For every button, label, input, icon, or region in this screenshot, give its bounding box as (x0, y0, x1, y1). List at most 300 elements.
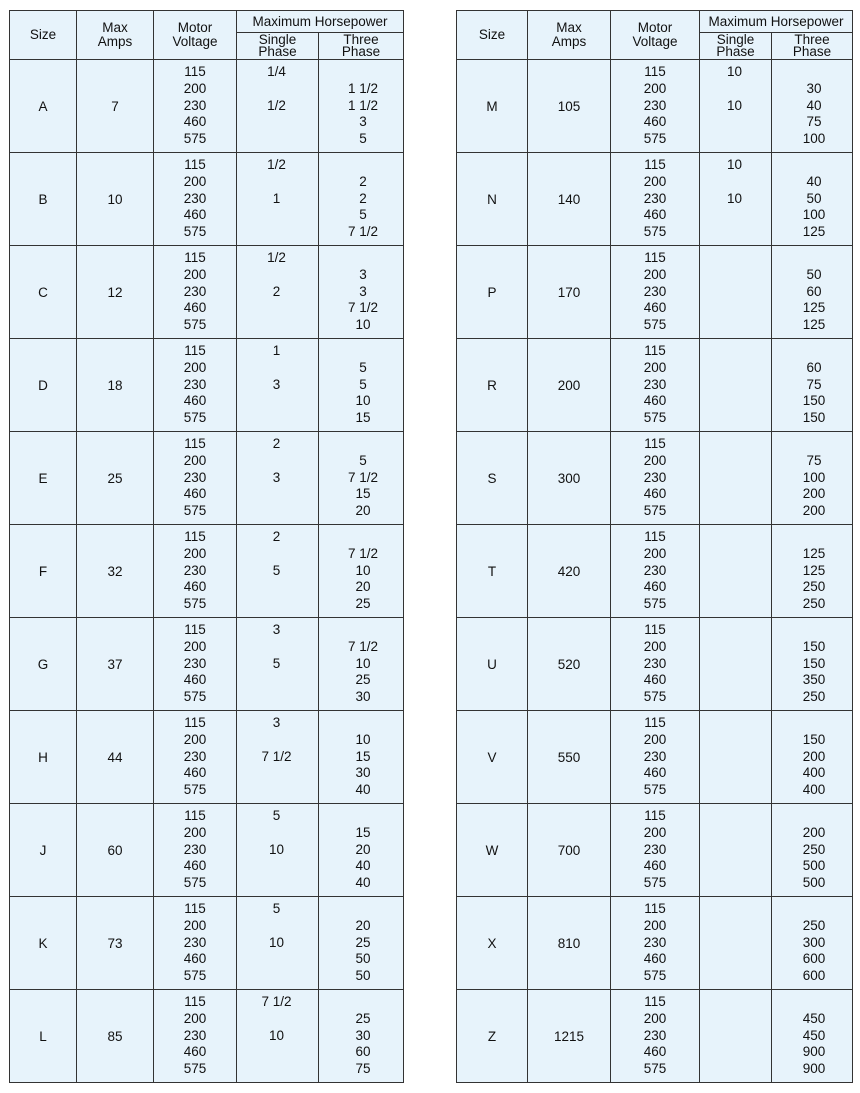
voltage-cell (611, 897, 700, 990)
voltage-value: 115 (184, 157, 206, 172)
voltage-value: 575 (643, 596, 667, 612)
single-phase-value: 1 (272, 190, 281, 206)
three-phase-value: 125 (802, 224, 826, 240)
three-phase-value (319, 901, 403, 918)
three-phase-value: 7 1/2 (347, 469, 379, 485)
single-phase-value (700, 81, 771, 98)
size-cell: X (457, 897, 528, 990)
three-phase-value: 7 1/2 (347, 224, 379, 240)
single-phase-value (700, 453, 771, 470)
three-phase-value: 20 (355, 841, 371, 857)
single-phase-value (237, 918, 318, 935)
voltage-value: 230 (183, 1027, 207, 1043)
voltage-cell (154, 432, 237, 525)
single-phase-value (237, 1061, 318, 1078)
voltage-value: 115 (184, 436, 206, 451)
three-phase-header: Three Phase (319, 33, 404, 60)
table-body-right (457, 60, 853, 1083)
voltage-value: 460 (643, 579, 667, 595)
table-row (457, 432, 853, 525)
max-amps-cell: 1215 (528, 990, 611, 1083)
voltage-value: 460 (643, 114, 667, 130)
single-phase-header: Single Phase (700, 33, 772, 60)
single-phase-value (237, 81, 318, 98)
voltage-value: 460 (183, 300, 207, 316)
three-phase-value (319, 64, 403, 81)
three-phase-value: 75 (355, 1061, 371, 1077)
single-phase-cell (700, 804, 772, 897)
size-cell: R (457, 339, 528, 432)
voltage-value: 200 (643, 359, 667, 375)
single-phase-cell (700, 897, 772, 990)
three-phase-value: 40 (355, 858, 371, 874)
single-phase-value (700, 410, 771, 427)
voltage-value: 115 (644, 436, 666, 451)
single-phase-value (700, 317, 771, 334)
three-phase-value (319, 436, 403, 453)
single-phase-value (237, 875, 318, 892)
single-phase-value: 10 (726, 64, 743, 79)
three-phase-value: 100 (802, 469, 826, 485)
single-phase-value (237, 825, 318, 842)
single-phase-value (700, 563, 771, 580)
three-phase-value (772, 994, 852, 1011)
voltage-cell (611, 804, 700, 897)
table-row (10, 897, 404, 990)
three-phase-value: 2 (359, 190, 367, 206)
voltage-value: 230 (183, 562, 207, 578)
voltage-value: 200 (643, 1010, 667, 1026)
three-phase-cell (319, 246, 404, 339)
three-phase-value: 200 (802, 486, 826, 502)
three-phase-cell (319, 432, 404, 525)
size-header: Size (457, 11, 528, 60)
single-phase-value (700, 842, 771, 859)
three-phase-value: 400 (802, 782, 826, 798)
single-phase-value: 5 (272, 808, 281, 823)
single-phase-value (700, 360, 771, 377)
single-phase-value (237, 503, 318, 520)
voltage-value: 575 (643, 689, 667, 705)
single-phase-value: 5 (272, 655, 281, 671)
max-amps-cell: 32 (77, 525, 154, 618)
single-phase-value (700, 622, 771, 639)
voltage-value: 230 (183, 283, 207, 299)
table-row (10, 60, 404, 153)
voltage-value: 575 (183, 689, 207, 705)
three-phase-cell (319, 618, 404, 711)
voltage-value: 460 (183, 1044, 207, 1060)
single-phase-cell (237, 897, 319, 990)
three-phase-value: 25 (355, 672, 371, 688)
three-phase-value: 7 1/2 (347, 638, 379, 654)
size-cell: F (10, 525, 77, 618)
voltage-cell (611, 153, 700, 246)
voltage-cell (154, 246, 237, 339)
single-phase-value (237, 782, 318, 799)
voltage-value: 575 (643, 131, 667, 147)
three-phase-cell (772, 804, 853, 897)
single-phase-value: 5 (272, 901, 281, 916)
table-body-left (10, 60, 404, 1083)
single-phase-value (237, 317, 318, 334)
three-phase-cell (772, 897, 853, 990)
three-phase-value: 900 (802, 1044, 826, 1060)
three-phase-value (319, 250, 403, 267)
size-cell: W (457, 804, 528, 897)
three-phase-value: 150 (802, 393, 826, 409)
voltage-value: 115 (644, 343, 666, 358)
single-phase-value (237, 174, 318, 191)
single-phase-value (700, 875, 771, 892)
single-phase-value (700, 250, 771, 267)
single-phase-cell (237, 153, 319, 246)
voltage-value: 575 (643, 410, 667, 426)
single-phase-value: 1/4 (267, 64, 286, 79)
single-phase-value: 10 (726, 97, 743, 113)
single-phase-value (700, 901, 771, 918)
voltage-value: 575 (183, 224, 207, 240)
single-phase-value (700, 579, 771, 596)
three-phase-value: 20 (355, 917, 371, 933)
voltage-value: 460 (183, 114, 207, 130)
three-phase-value: 15 (355, 824, 371, 840)
table-row (10, 525, 404, 618)
single-phase-value (700, 639, 771, 656)
voltage-value: 115 (184, 250, 206, 265)
voltage-value: 200 (643, 824, 667, 840)
max-amps-cell: 140 (528, 153, 611, 246)
voltage-cell (154, 711, 237, 804)
three-phase-value: 50 (355, 968, 371, 984)
max-amps-header: Max Amps (528, 11, 611, 60)
single-phase-value: 7 1/2 (261, 994, 292, 1009)
size-cell: V (457, 711, 528, 804)
voltage-cell (611, 60, 700, 153)
single-phase-value (700, 596, 771, 613)
table-row (10, 153, 404, 246)
table-row (10, 990, 404, 1083)
max-amps-cell: 12 (77, 246, 154, 339)
single-phase-value (700, 749, 771, 766)
voltage-value: 200 (643, 266, 667, 282)
three-phase-value: 600 (802, 951, 826, 967)
single-phase-value: 2 (272, 283, 281, 299)
voltage-value: 115 (184, 622, 206, 637)
three-phase-cell (319, 339, 404, 432)
single-phase-cell (237, 60, 319, 153)
three-phase-value: 200 (802, 503, 826, 519)
table-row (10, 339, 404, 432)
three-phase-value: 1 1/2 (347, 80, 379, 96)
single-phase-value (700, 951, 771, 968)
voltage-value: 460 (183, 579, 207, 595)
voltage-value: 200 (643, 545, 667, 561)
single-phase-value (700, 672, 771, 689)
table-row (10, 432, 404, 525)
voltage-cell (154, 897, 237, 990)
three-phase-value: 150 (802, 655, 826, 671)
three-phase-value (319, 994, 403, 1011)
single-phase-value (237, 1011, 318, 1028)
voltage-cell (154, 804, 237, 897)
single-phase-value (700, 1061, 771, 1078)
voltage-value: 115 (184, 715, 206, 730)
three-phase-value (772, 250, 852, 267)
three-phase-value: 40 (355, 875, 371, 891)
size-cell: E (10, 432, 77, 525)
voltage-value: 200 (183, 359, 207, 375)
voltage-value: 230 (643, 1027, 667, 1043)
three-phase-cell (772, 153, 853, 246)
voltage-value: 575 (183, 410, 207, 426)
single-phase-value (700, 393, 771, 410)
three-phase-value: 200 (802, 748, 826, 764)
three-phase-value: 2 (359, 173, 367, 189)
three-phase-value: 40 (806, 97, 822, 113)
single-phase-value: 3 (272, 469, 281, 485)
voltage-value: 575 (643, 503, 667, 519)
single-phase-value (237, 639, 318, 656)
voltage-value: 460 (643, 207, 667, 223)
maximum-horsepower-header: Maximum Horsepower (237, 11, 404, 33)
three-phase-cell (319, 60, 404, 153)
voltage-value: 200 (643, 80, 667, 96)
voltage-cell (611, 990, 700, 1083)
size-cell: G (10, 618, 77, 711)
three-phase-value: 75 (806, 452, 822, 468)
three-phase-cell (319, 990, 404, 1083)
single-phase-value (237, 546, 318, 563)
size-cell: C (10, 246, 77, 339)
size-cell: L (10, 990, 77, 1083)
three-phase-value: 3 (359, 283, 367, 299)
three-phase-value: 250 (802, 579, 826, 595)
table-row (10, 804, 404, 897)
single-phase-value: 2 (272, 436, 281, 451)
voltage-value: 115 (644, 994, 666, 1009)
single-phase-value: 10 (726, 190, 743, 206)
voltage-value: 575 (183, 596, 207, 612)
three-phase-value: 40 (355, 782, 371, 798)
single-phase-cell (700, 60, 772, 153)
voltage-cell (154, 339, 237, 432)
three-phase-cell (772, 432, 853, 525)
voltage-cell (611, 618, 700, 711)
three-phase-cell (772, 711, 853, 804)
single-phase-value (700, 224, 771, 241)
voltage-value: 230 (183, 841, 207, 857)
starter-table-right (456, 10, 853, 1083)
single-phase-value (700, 503, 771, 520)
three-phase-value: 30 (355, 1027, 371, 1043)
voltage-value: 575 (643, 782, 667, 798)
single-phase-value (700, 377, 771, 394)
voltage-value: 460 (643, 672, 667, 688)
three-phase-value: 600 (802, 968, 826, 984)
voltage-value: 230 (183, 97, 207, 113)
single-phase-cell (237, 432, 319, 525)
single-phase-value (700, 470, 771, 487)
single-phase-cell (700, 618, 772, 711)
max-amps-cell: 18 (77, 339, 154, 432)
three-phase-value (319, 529, 403, 546)
single-phase-value: 10 (268, 1027, 285, 1043)
size-cell: P (457, 246, 528, 339)
single-phase-value: 3 (272, 622, 281, 637)
voltage-value: 230 (643, 655, 667, 671)
table-row (457, 711, 853, 804)
single-phase-value: 7 1/2 (261, 748, 292, 764)
single-phase-value (700, 656, 771, 673)
three-phase-value: 250 (802, 596, 826, 612)
voltage-cell (611, 246, 700, 339)
voltage-cell (154, 525, 237, 618)
motor-voltage-header: Motor Voltage (611, 11, 700, 60)
three-phase-value: 150 (802, 731, 826, 747)
three-phase-value (319, 715, 403, 732)
three-phase-value: 7 1/2 (347, 545, 379, 561)
voltage-value: 115 (184, 64, 206, 79)
table-row (10, 618, 404, 711)
three-phase-value: 125 (802, 562, 826, 578)
single-phase-value (700, 968, 771, 985)
voltage-value: 575 (183, 782, 207, 798)
three-phase-cell (319, 711, 404, 804)
voltage-value: 115 (644, 529, 666, 544)
single-phase-value (700, 689, 771, 706)
voltage-value: 230 (183, 469, 207, 485)
voltage-value: 200 (183, 173, 207, 189)
three-phase-cell (319, 804, 404, 897)
three-phase-value: 60 (806, 283, 822, 299)
single-phase-value (700, 174, 771, 191)
three-phase-value: 15 (355, 748, 371, 764)
three-phase-cell (319, 153, 404, 246)
voltage-cell (154, 60, 237, 153)
single-phase-value (237, 131, 318, 148)
voltage-value: 230 (183, 748, 207, 764)
single-phase-value (700, 529, 771, 546)
voltage-value: 200 (183, 1010, 207, 1026)
single-phase-cell (700, 432, 772, 525)
three-phase-value (772, 529, 852, 546)
single-phase-value (237, 579, 318, 596)
max-amps-cell: 10 (77, 153, 154, 246)
voltage-value: 200 (183, 545, 207, 561)
three-phase-value: 100 (802, 207, 826, 223)
voltage-value: 200 (643, 173, 667, 189)
size-cell: A (10, 60, 77, 153)
three-phase-value: 150 (802, 638, 826, 654)
size-cell: D (10, 339, 77, 432)
three-phase-value: 5 (359, 452, 367, 468)
table-row (457, 60, 853, 153)
voltage-value: 230 (643, 562, 667, 578)
single-phase-value: 5 (272, 562, 281, 578)
single-phase-cell (700, 339, 772, 432)
three-phase-value: 15 (355, 410, 371, 426)
three-phase-value: 200 (802, 824, 826, 840)
single-phase-value (237, 672, 318, 689)
three-phase-cell (319, 525, 404, 618)
table-row (457, 618, 853, 711)
single-phase-value (700, 715, 771, 732)
max-amps-cell: 200 (528, 339, 611, 432)
voltage-value: 230 (183, 376, 207, 392)
three-phase-value: 10 (355, 655, 371, 671)
single-phase-cell (237, 339, 319, 432)
voltage-cell (611, 432, 700, 525)
single-phase-value: 3 (272, 715, 281, 730)
voltage-value: 460 (183, 672, 207, 688)
three-phase-value (772, 901, 852, 918)
voltage-value: 460 (643, 951, 667, 967)
single-phase-cell (237, 711, 319, 804)
three-phase-value (772, 343, 852, 360)
three-phase-value (319, 343, 403, 360)
three-phase-value: 60 (355, 1044, 371, 1060)
single-phase-value (700, 546, 771, 563)
single-phase-value (237, 486, 318, 503)
three-phase-value: 150 (802, 410, 826, 426)
three-phase-value: 5 (359, 359, 367, 375)
single-phase-value (700, 284, 771, 301)
three-phase-value: 3 (359, 266, 367, 282)
voltage-value: 460 (643, 765, 667, 781)
single-phase-value (237, 951, 318, 968)
three-phase-value: 3 (359, 114, 367, 130)
voltage-value: 200 (183, 824, 207, 840)
three-phase-value: 75 (806, 114, 822, 130)
three-phase-value: 350 (802, 672, 826, 688)
single-phase-value (237, 968, 318, 985)
voltage-value: 230 (643, 97, 667, 113)
voltage-value: 115 (644, 157, 666, 172)
voltage-value: 460 (183, 486, 207, 502)
three-phase-value: 250 (802, 689, 826, 705)
single-phase-cell (700, 246, 772, 339)
voltage-value: 575 (183, 875, 207, 891)
voltage-value: 200 (183, 266, 207, 282)
three-phase-value (319, 622, 403, 639)
three-phase-cell (772, 990, 853, 1083)
three-phase-value: 250 (802, 841, 826, 857)
single-phase-value (700, 1044, 771, 1061)
voltage-cell (154, 618, 237, 711)
three-phase-value: 500 (802, 858, 826, 874)
three-phase-value: 5 (359, 376, 367, 392)
single-phase-cell (237, 804, 319, 897)
max-amps-cell: 7 (77, 60, 154, 153)
single-phase-value (700, 267, 771, 284)
single-phase-value: 2 (272, 529, 281, 544)
three-phase-value: 60 (806, 359, 822, 375)
single-phase-value: 1 (272, 343, 281, 358)
single-phase-value: 10 (268, 934, 285, 950)
size-cell: T (457, 525, 528, 618)
three-phase-value (319, 157, 403, 174)
voltage-value: 230 (643, 841, 667, 857)
single-phase-value (700, 1028, 771, 1045)
max-amps-cell: 73 (77, 897, 154, 990)
single-phase-value (237, 453, 318, 470)
single-phase-cell (237, 246, 319, 339)
single-phase-value (237, 765, 318, 782)
table-row (457, 525, 853, 618)
voltage-value: 115 (644, 715, 666, 730)
voltage-value: 460 (183, 765, 207, 781)
